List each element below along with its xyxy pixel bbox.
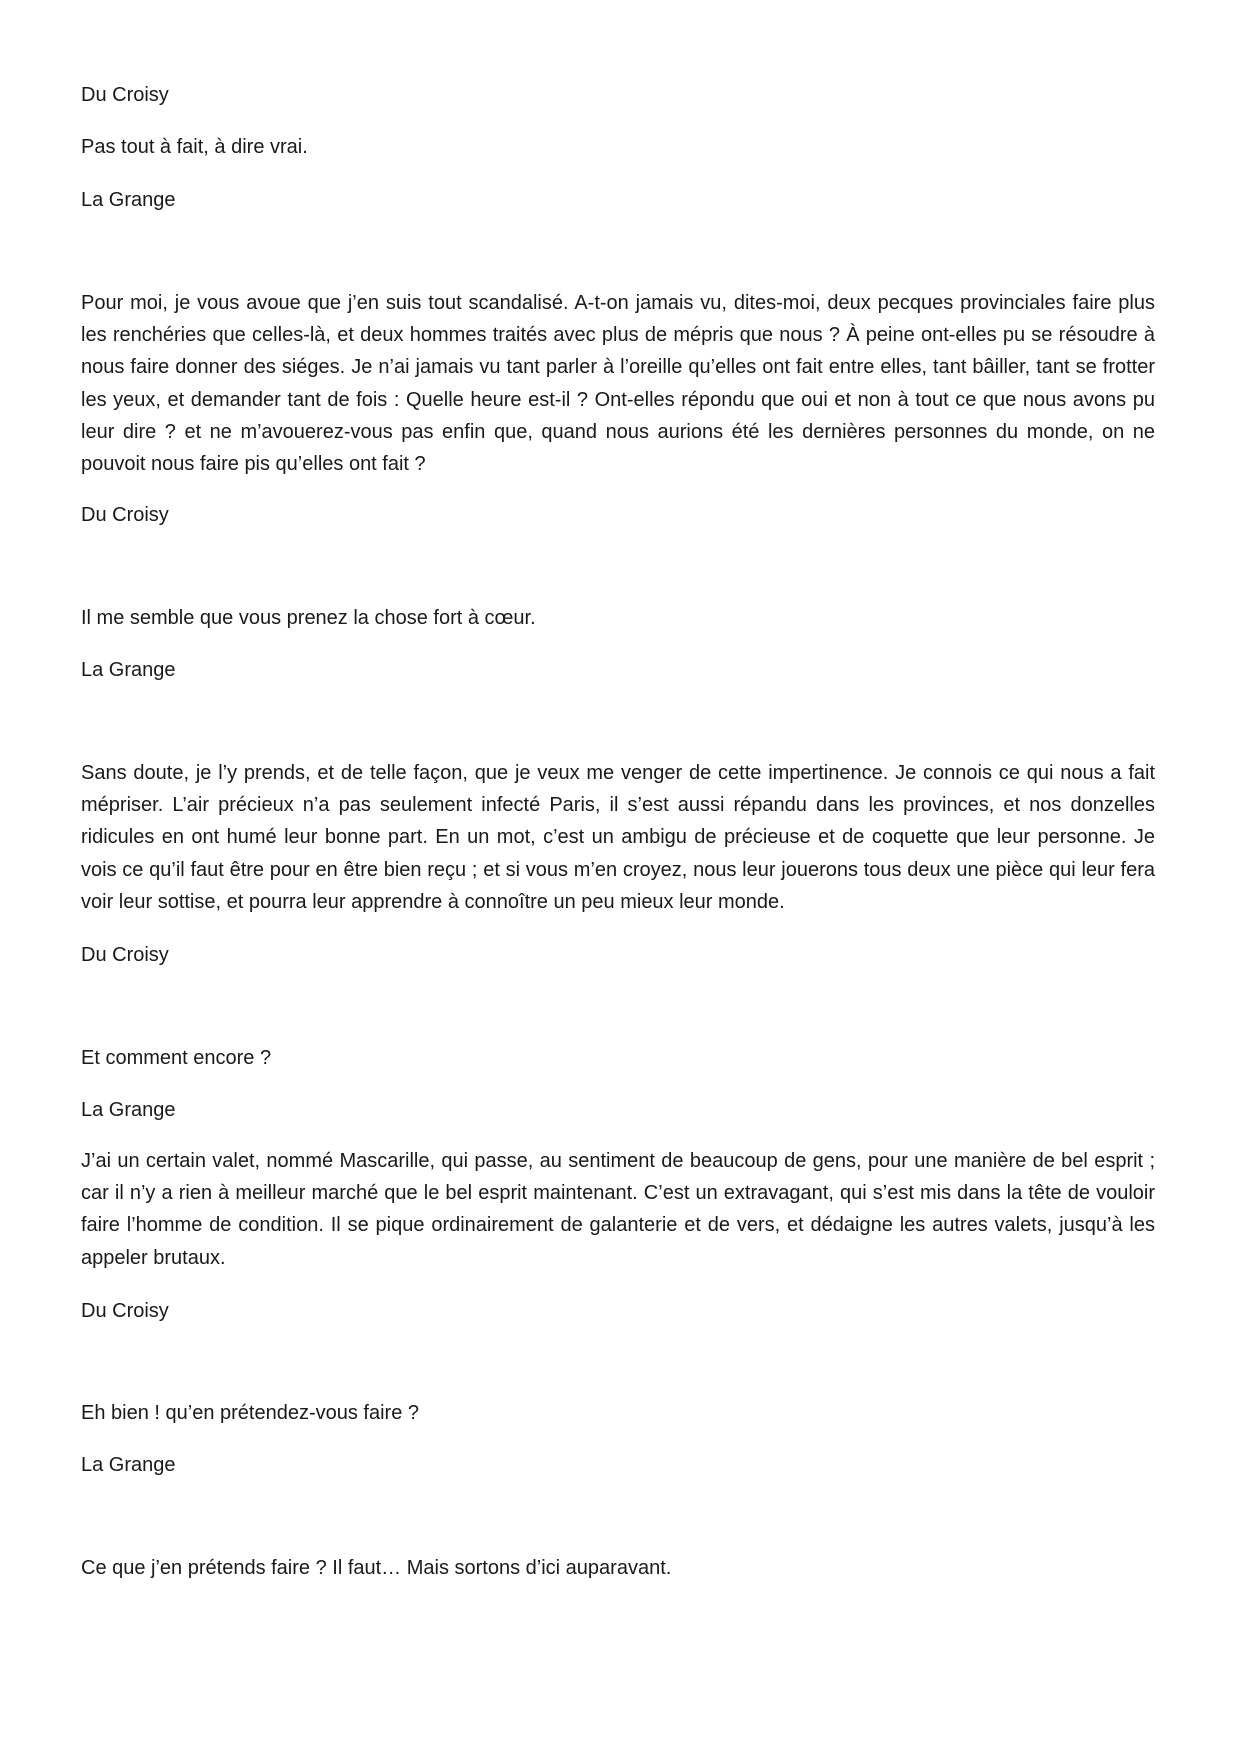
speaker-name: Du Croisy — [81, 1300, 169, 1322]
dialogue-line: Eh bien ! qu’en prétendez-vous faire ? — [81, 1402, 419, 1424]
speaker-name: La Grange — [81, 1454, 176, 1476]
dialogue-paragraph: J’ai un certain valet, nommé Mascarille, qui passe, au sentiment de beaucoup de gens, pour une manière de bel esprit ; car il n’y a rien à meilleur marché que le bel esprit maintenant. C’est un extravagant, qui s’est mis dans la tête de vouloir faire l’homme de condition. Il se pique ordinairement de galanterie et de vers, et dédaigne les autres valets, jusqu’à les appeler brutaux. — [81, 1150, 1155, 1269]
dialogue-line: Il me semble que vous prenez la chose fort à cœur. — [81, 607, 536, 629]
dialogue-paragraph: Sans doute, je l’y prends, et de telle façon, que je veux me venger de cette impertinence. Je connois ce qui nous a fait mépriser. L’air précieux n’a pas seulement infecté Paris, il s’est aussi répandu dans les provinces, et nos donzelles ridicules en ont humé leur bonne part. En un mot, c’est un ambigu de précieuse et de coquette que leur personne. Je vois ce qu’il faut être pour en être bien reçu ; et si vous m’en croyez, nous leur jouerons tous deux une pièce qui leur fera voir leur sottise, et pourra leur apprendre à connoître un peu mieux leur monde. — [81, 762, 1155, 913]
dialogue-line: Pas tout à fait, à dire vrai. — [81, 136, 308, 158]
dialogue-line: Et comment encore ? — [81, 1047, 272, 1069]
speaker-name: La Grange — [81, 659, 176, 681]
speaker-name: Du Croisy — [81, 84, 169, 106]
speaker-name: La Grange — [81, 1099, 176, 1121]
speaker-name: Du Croisy — [81, 944, 169, 966]
speaker-name: Du Croisy — [81, 504, 169, 526]
dialogue-paragraph: Pour moi, je vous avoue que j’en suis tout scandalisé. A-t-on jamais vu, dites-moi, deux pecques provinciales faire plus les renchéries que celles-là, et deux hommes traités avec plus de mépris que nous ? À peine ont-elles pu se résoudre à nous faire donner des siéges. Je n’ai jamais vu tant parler à l’oreille qu’elles ont fait entre elles, tant bâiller, tant se frotter les yeux, et demander tant de fois : Quelle heure est-il ? Ont-elles répondu que oui et non à tout ce que nous avons pu leur dire ? et ne m’avouerez-vous pas enfin que, quand nous aurions été les dernières personnes du monde, on ne pouvoit nous faire pis qu’elles ont fait ? — [81, 292, 1155, 476]
dialogue-line: Ce que j’en prétends faire ? Il faut… Mais sortons d’ici auparavant. — [81, 1557, 672, 1579]
speaker-name: La Grange — [81, 189, 176, 211]
